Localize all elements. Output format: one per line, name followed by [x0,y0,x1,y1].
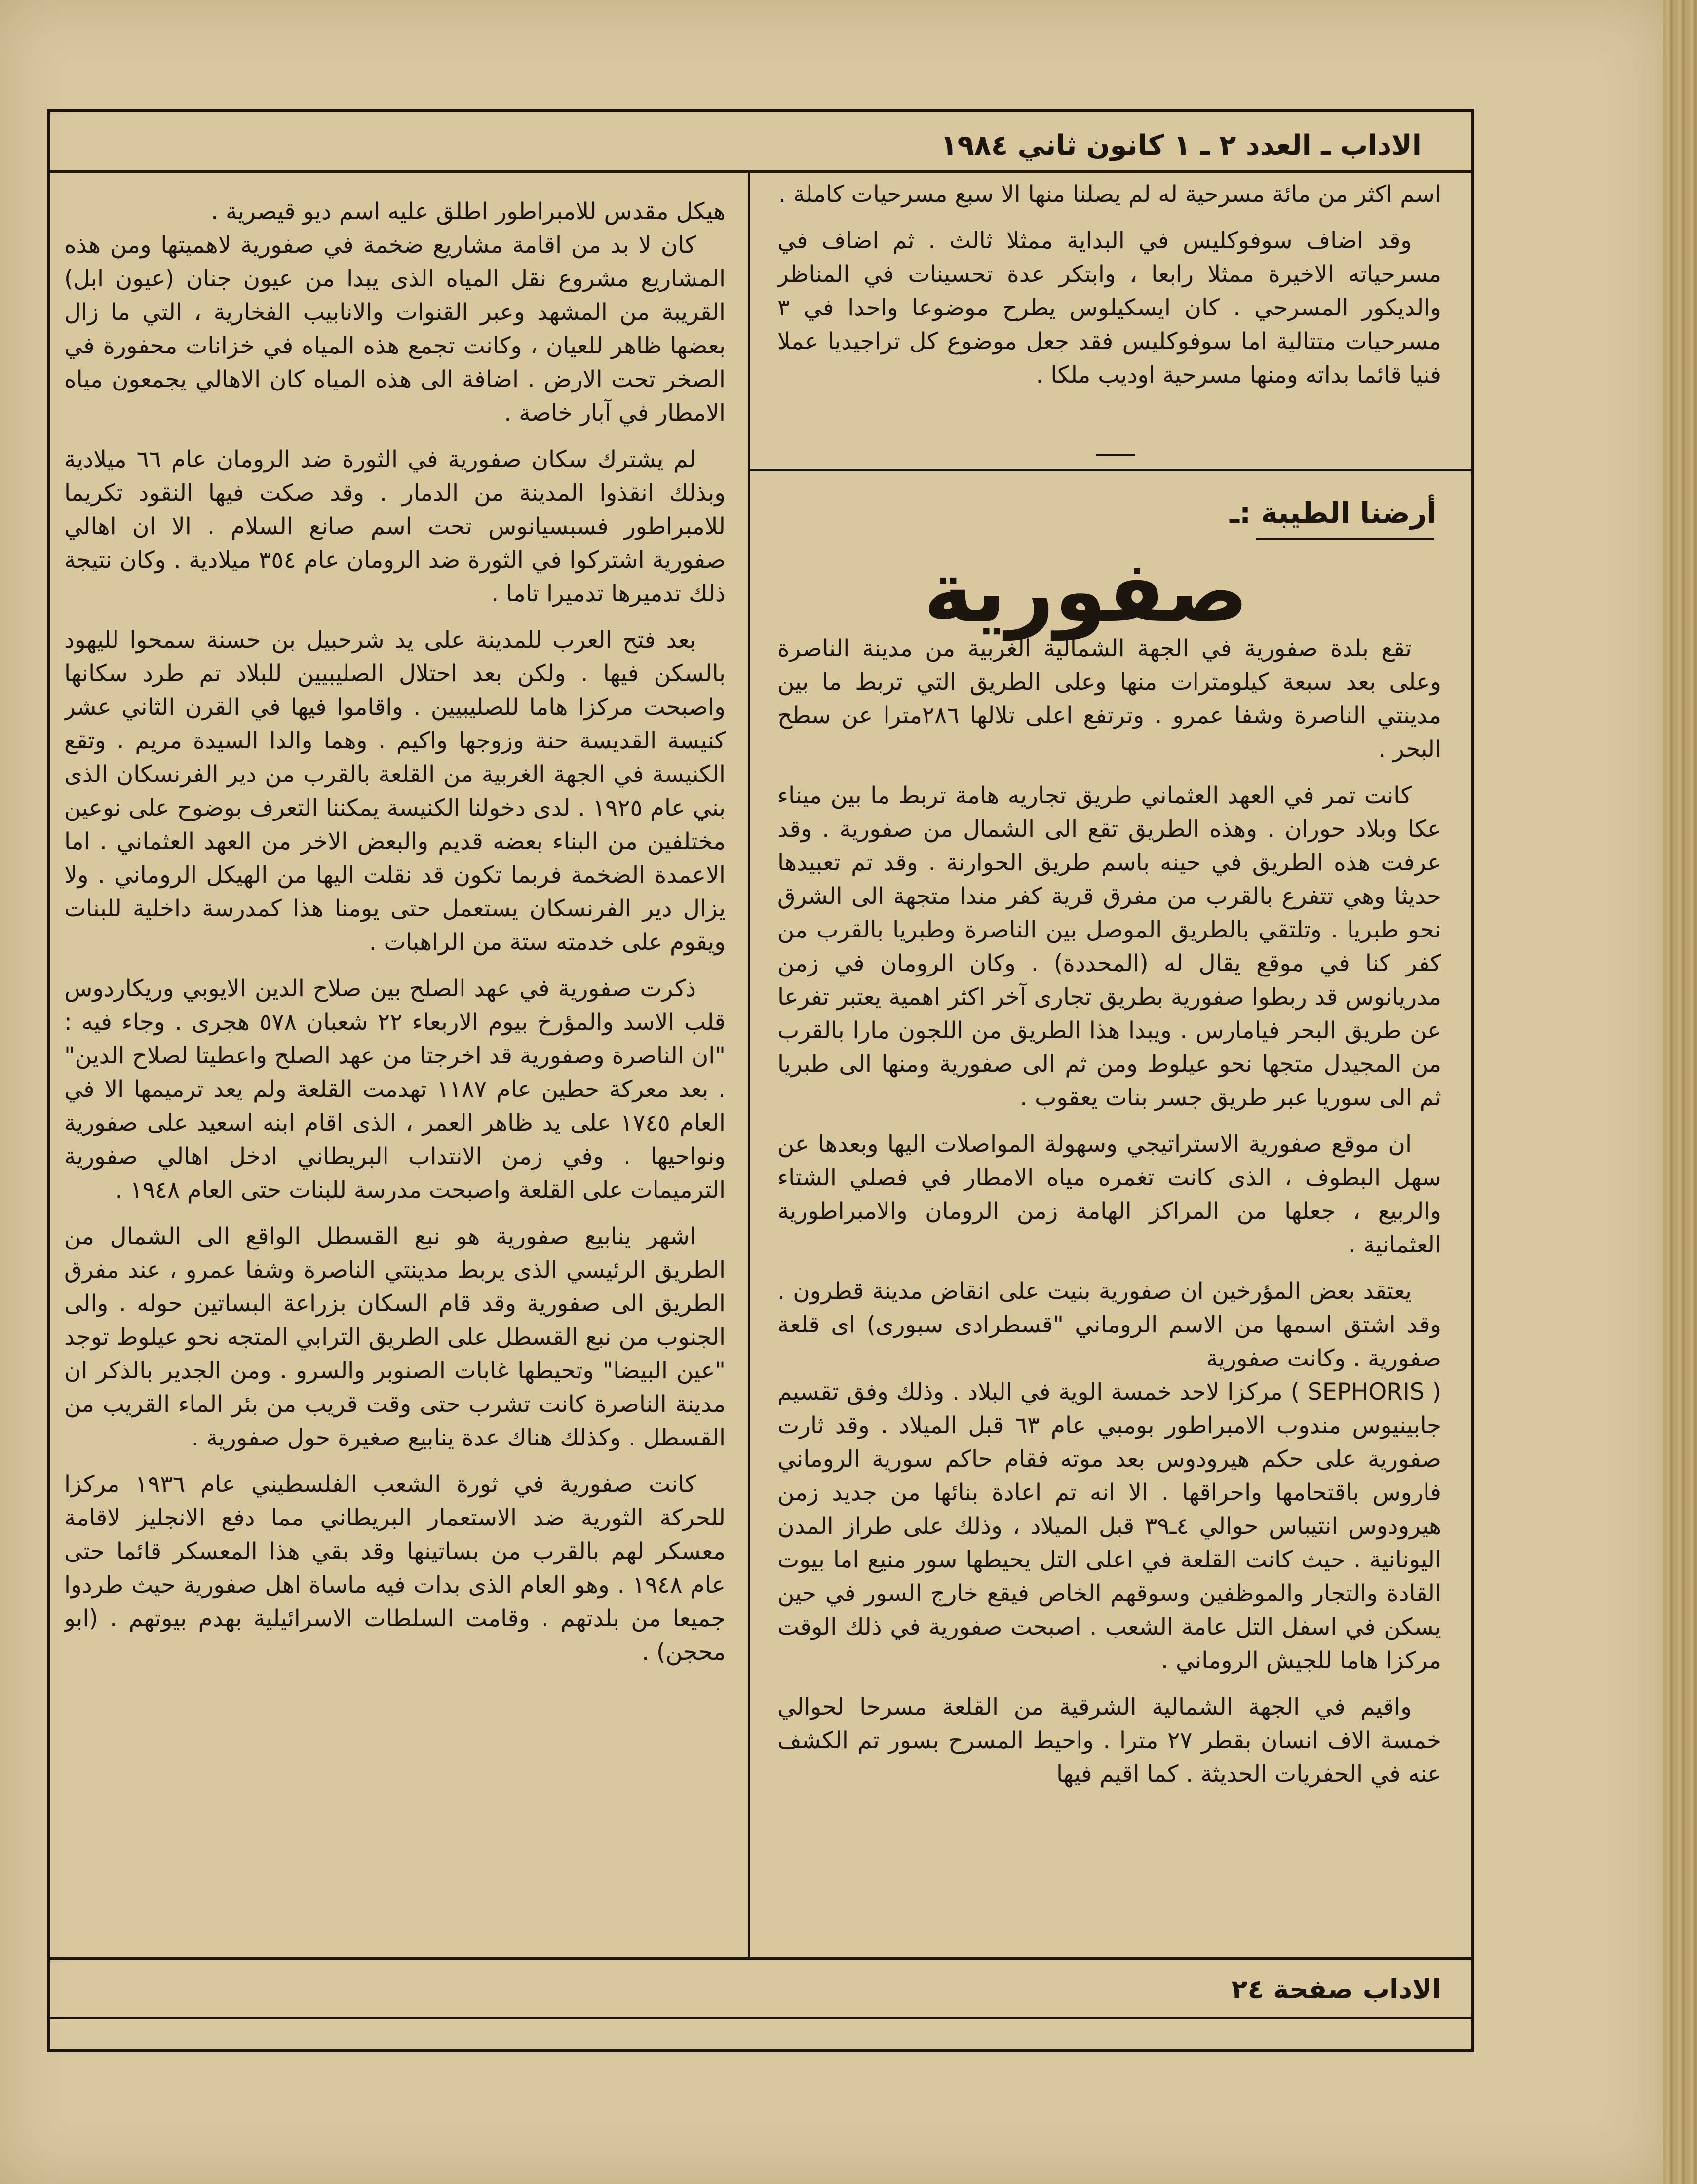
paragraph: كانت صفورية في ثورة الشعب الفلسطيني عام ١٩٣٦ مركزا للحركة الثورية ضد الاستعمار البريطاني مما دفع الانجليز لاقامة معسكر لهم بالقرب من بساتينها وقد بقي هذا المعسكر قائما حتى عام ١٩٤٨ . وهو العام الذى بدات فيه ماساة اهل صفورية حيث طردوا جميعا من بلدتهم . وقامت السلطات الاسرائيلية بهدم بيوتهم . (ابو محجن) . [64,1471,726,1666]
paragraph: بعد فتح العرب للمدينة على يد شرحبيل بن حسنة سمحوا لليهود بالسكن فيها . ولكن بعد احتلال الصليبيين للبلاد تم طرد سكانها واصبحت مركزا هاما للصليبيين . واقاموا فيها في القرن الثاني عشر كنيسة القديسة حنة وزوجها واكيم . وهما والدا السيدة مريم . وتقع الكنيسة في الجهة الغربية من القلعة بالقرب من دير الفرنسكان الذى بني عام ١٩٢٥ . لدى دخولنا الكنيسة يمكننا التعرف بوضوح على نوعين مختلفين من البناء بعضه قديم والبعض الاخر من العهد العثماني . اما الاعمدة الضخمة فربما تكون قد نقلت اليها من الهيكل الروماني . ولا يزال دير الفرنسكان يستعمل حتى يومنا هذا كمدرسة داخلية للبنات ويقوم على خدمته ستة من الراهبات . [64,626,726,956]
paragraph: ( SEPHORIS ) مركزا لاحد خمسة الوية في البلاد . وذلك وفق تقسيم جابينيوس مندوب الامبراطور بومبي عام ٦٣ قبل الميلاد . وقد ثارت صفورية على حكم هيرودوس بعد موته فقام حاكم سورية الروماني فاروس باقتحامها واحراقها . الا انه تم اعادة بنائها من جديد زمن هيرودوس انتيباس حوالي ٤ـ٣٩ قبل الميلاد ، وذلك على طراز المدن اليونانية . حيث كانت القلعة في اعلى التل يحيطها سور منيع اما بيوت القادة والتجار والموظفين وسوقهم الخاص فيقع خارج السور في حين يسكن في اسفل التل عامة الشعب . اصبحت صفورية في ذلك الوقت مركزا هاما للجيش الروماني . [777,1378,1441,1674]
paragraph: اسم اكثر من مائة مسرحية له لم يصلنا منها الا سبع مسرحيات كاملة . [778,181,1441,208]
paragraph: وقد اضاف سوفوكليس في البداية ممثلا ثالث . ثم اضاف في مسرحياته الاخيرة ممثلا رابعا ، وابتكر عدة تحسينات في المناظر والديكور المسرحي . كان ايسكيلوس يطرح موضوعا واحدا في ٣ مسرحيات متتالية اما سوفوكليس فقد جعل موضوع كل تراجيديا عملا فنيا قائما بداته ومنها مسرحية اوديب ملكا . [777,227,1441,389]
section-label-underline [1256,538,1434,540]
page-stack-edge [1663,0,1697,2184]
paragraph: كانت تمر في العهد العثماني طريق تجاريه هامة تربط ما بين ميناء عكا وبلاد حوران . وهذه الطريق تقع الى الشمال من صفورية . وقد عرفت هذه الطريق في حينه باسم طريق الحوارنة . وقد تم تعبيدها حديثا وهي تتفرع بالقرب من مفرق قرية كفر مندا متجهة الى الشرق نحو طبريا . وتلتقي بالطريق الموصل بين الناصرة وطبريا بالقرب من كفر كنا في موقع يقال له (المحددة) . وكان الرومان في زمن مدريانوس قد ربطوا صفورية بطريق تجارى آخر اكثر اهمية يعتبر تفرعا عن طريق البحر فيامارس . ويبدا هذا الطريق من اللجون مارا بالقرب من المجيدل متجها نحو عيلوط ومن ثم الى صفورية ومنها الى طبريا ثم الى سوريا عبر طريق جسر بنات يعقوب . [777,782,1441,1111]
article-left-column [64,195,726,1957]
article-right-column [777,632,1441,1960]
paragraph: لم يشترك سكان صفورية في الثورة ضد الرومان عام ٦٦ ميلادية وبذلك انقذوا المدينة من الدمار . وقد صكت فيها النقود تكريما للامبراطور فسبسيانوس تحت اسم صانع السلام . الا ان اهالي صفورية اشتركوا في الثورة ضد الرومان عام ٣٥٤ ميلادية . وكان نتيجة ذلك تدميرها تدميرا تاما . [64,446,726,607]
right-top-box-rule [750,469,1471,471]
running-head: الاداب ـ العدد ٢ ـ ١ كانون ثاني ١٩٨٤ [940,129,1422,161]
paragraph: ذكرت صفورية في عهد الصلح بين صلاح الدين الايوبي وريكاردوس قلب الاسد والمؤرخ بيوم الاربعاء ٢٢ شعبان ٥٧٨ هجرى . وجاء فيه : "ان الناصرة وصفورية قد اخرجتا من عهد الصلح واعطيتا لصلاح الدين" . بعد معركة حطين عام ١١٨٧ تهدمت القلعة ولم يعد ترميمها الا في العام ١٧٤٥ على يد ظاهر العمر ، الذى اقام ابنه اسعيد على صفورية ونواحيها . وفي زمن الانتداب البريطاني ادخل اهالي صفورية الترميمات على القلعة واصبحت مدرسة للبنات حتى العام ١٩٤٨ . [64,975,726,1204]
paragraph: ان موقع صفورية الاستراتيجي وسهولة المواصلات اليها وبعدها عن سهل البطوف ، الذى كانت تغمره مياه الامطار في فصلي الشتاء والربيع ، جعلها من المراكز الهامة زمن الرومان والامبراطورية العثمانية . [777,1131,1441,1258]
paragraph: تقع بلدة صفورية في الجهة الشمالية الغربية من مدينة الناصرة وعلى بعد سبعة كيلومترات منها وعلى الطريق التي تربط ما بين مدينتي الناصرة وشفا عمرو . وترتفع اعلى تلالها ٢٨٦مترا عن سطح البحر . [777,635,1441,763]
page-footer: الاداب صفحة ٢٤ [1231,1974,1441,2005]
paragraph: اشهر ينابيع صفورية هو نبع القسطل الواقع الى الشمال من الطريق الرئيسي الذى يربط مدينتي الناصرة وشفا عمرو ، عند مفرق الطريق الى صفورية وقد قام السكان بزراعة البساتين حوله . والى الجنوب من نبع القسطل على الطريق الترابي المتجه نحو عيلوط توجد "عين البيضا" وتحيطها غابات الصنوبر والسرو . ومن الجدير بالذكر ان مدينة الناصرة كانت تشرب حتى وقت قريب من بئر الماء القريب من القسطل . وكذلك هناك عدة ينابيع صغيرة حول صفورية . [64,1223,726,1451]
article-title: صفورية [923,543,1248,641]
previous-article-end [777,178,1441,464]
paragraph: كان لا بد من اقامة مشاريع ضخمة في صفورية لاهميتها ومن هذه المشاريع مشروع نقل المياه الذى يبدا من عيون جنان (عيون ابل) القريبة من المشهد وعبر القنوات والانابيب الفخارية ، التي ما زال بعضها ظاهر للعيان ، وكانت تجمع هذه المياه في خزانات محفورة في الصخر تحت الارض . اضافة الى هذه المياه كان الاهالي يجمعون مياه الامطار في آبار خاصة . [64,232,726,427]
paragraph: واقيم في الجهة الشمالية الشرقية من القلعة مسرحا لحوالي خمسة الاف انسان بقطر ٢٧ مترا . واحيط المسرح بسور تم الكشف عنه في الحفريات الحديثة . كما اقيم فيها [777,1693,1441,1788]
column-divider [748,170,750,1957]
footer-bottom-rule [47,2017,1471,2019]
header-rule [47,170,1471,173]
paragraph: يعتقد بعض المؤرخين ان صفورية بنيت على انقاض مدينة قطرون . وقد اشتق اسمها من الاسم الروماني "قسطرادى سبورى) اى قلعة صفورية . وكانت صفورية [777,1278,1441,1372]
section-label: أرضنا الطيبة :ـ [1230,496,1436,530]
paragraph: هيكل مقدس للامبراطور اطلق عليه اسم ديو قيصرية . [211,198,726,225]
